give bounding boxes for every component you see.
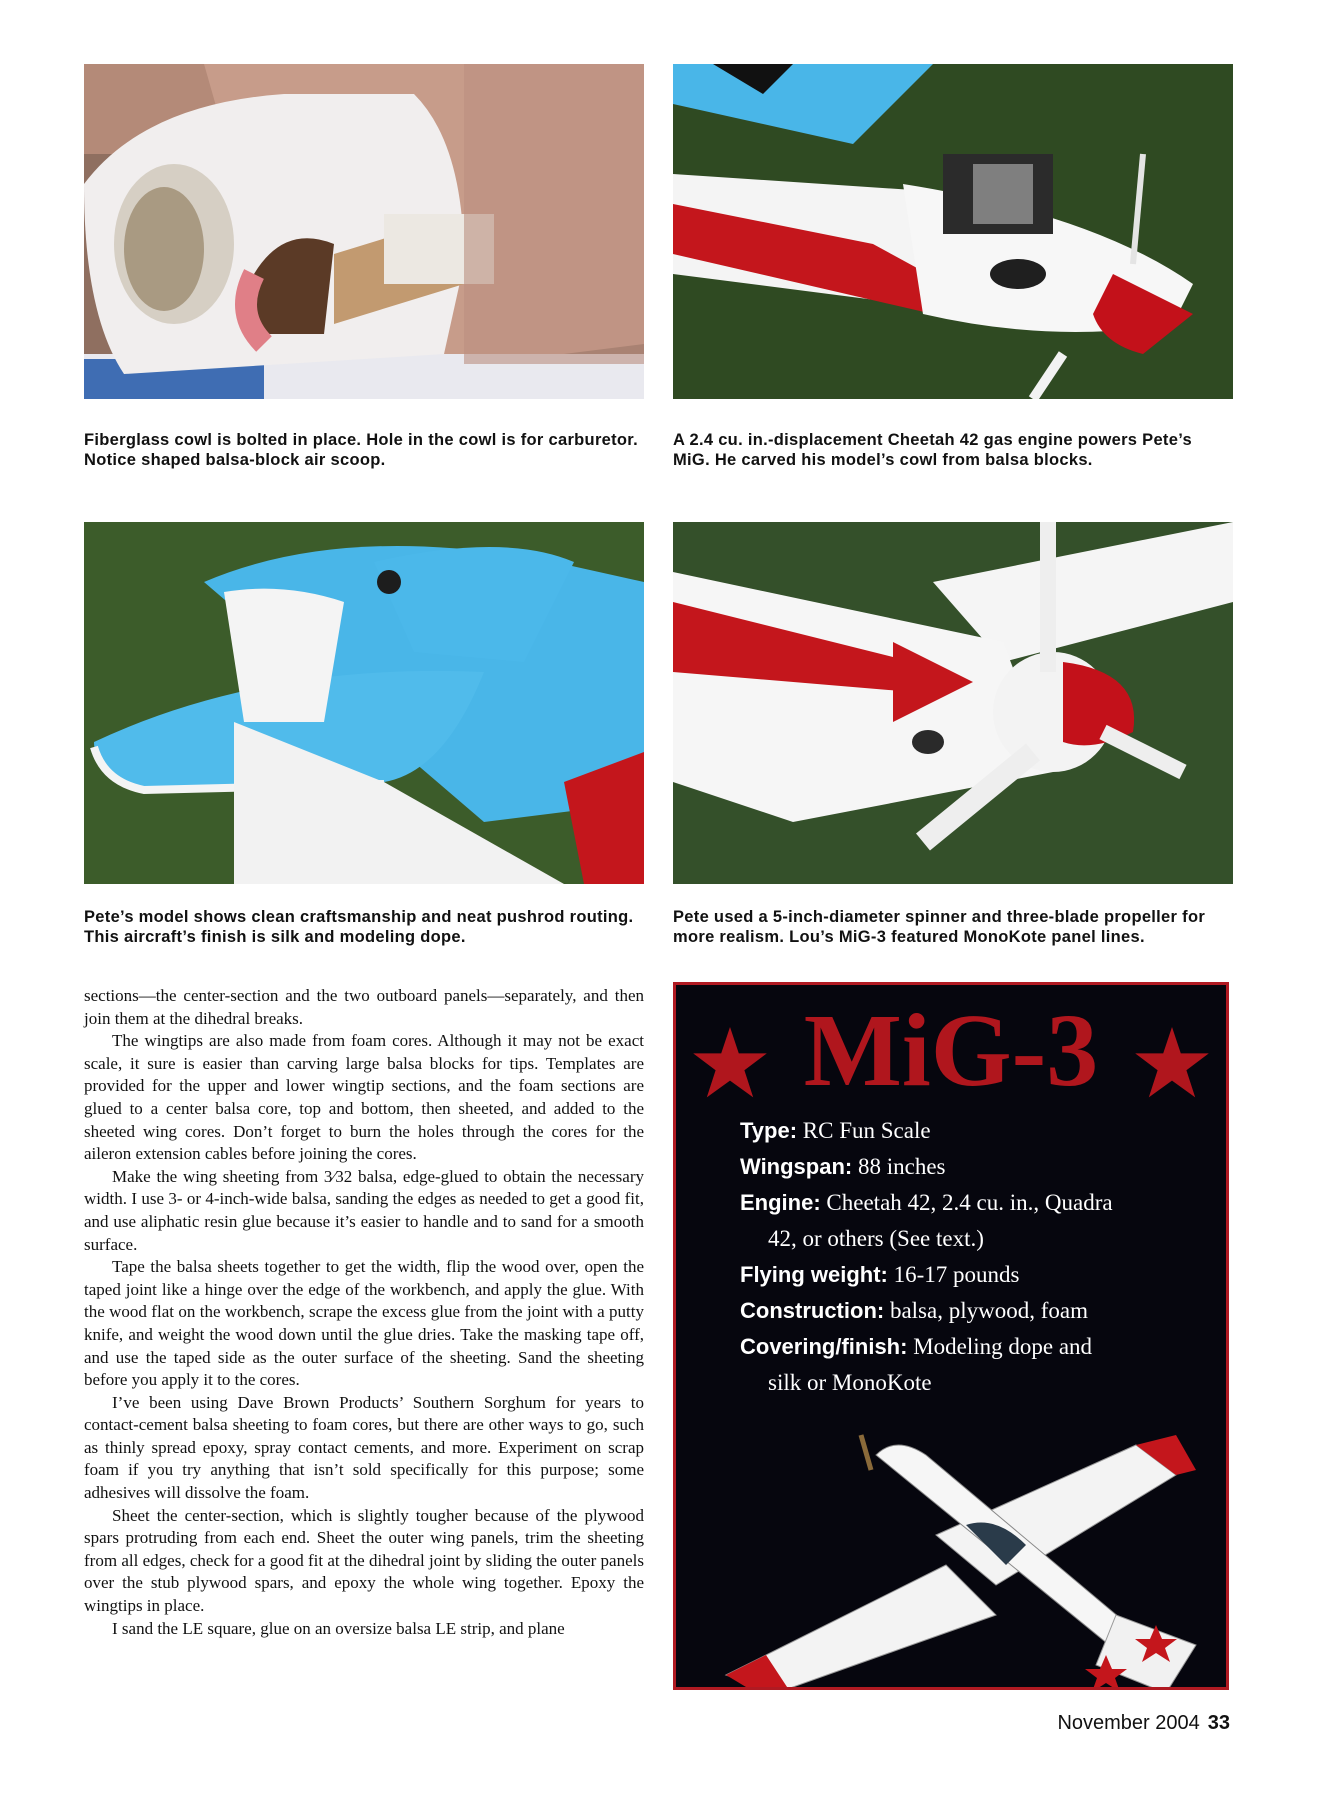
spinner-photo [673,522,1233,884]
spec-covering-cont: silk or MonoKote [768,1370,932,1395]
article-paragraph: I sand the LE square, glue on an oversize balsa LE strip, and plane [112,1618,565,1638]
spec-box [673,982,1229,1690]
spec-covering: Covering/finish: Modeling dope and [740,1334,1093,1359]
article-paragraph: I’ve been using Dave Brown Products’ Southern Sorghum for years to contact-cement balsa sheeting to foam cores, but there are other ways to go, such as thinly spread epoxy, spray contact cements, and more. Experiment on scrap foam if you try anything that isn’t sold specifically for this purpose; some adhesives will dissolve the foam. [84,1392,644,1503]
page-footer [1057,1712,1230,1735]
red-star-icon [1132,1023,1212,1103]
spec-wingspan: Wingspan: 88 inches [740,1154,946,1179]
tail-photo [84,522,644,884]
engine-photo-caption: A 2.4 cu. in.-displacement Cheetah 42 gas engine powers Pete’s MiG. He carved his model’s cowl from balsa blocks. [673,431,1192,469]
spec-construction: Construction: balsa, plywood, foam [740,1298,1088,1323]
page-number: 33 [1207,1712,1230,1734]
article-paragraph: Sheet the center-section, which is slightly tougher because of the plywood spars protruding from each end. Sheet the outer wing panels, trim the sheeting from all edges, check for a good fit at the dihedral joint by sliding the outer panels over the stub plywood spars, and epoxy the whole wing together. Epoxy the wingtips in place. [84,1505,644,1616]
spec-type: Type: RC Fun Scale [740,1118,931,1143]
cowl-photo [84,64,644,399]
spec-list [740,1113,1180,1401]
article-paragraph: Tape the balsa sheets together to get the width, flip the wood over, open the taped joint like a hinge over the edge of the workbench, and apply the glue. With the wood flat on the workbench, scrape the excess glue from the joint with a putty knife, and weight the wood down until the glue dries. Take the masking tape off, and use the taped side as the outer surface of the sheeting. Sand the sheeting before you apply it to the cores. [84,1257,644,1390]
spec-engine: Engine: Cheetah 42, 2.4 cu. in., Quadra [740,1190,1113,1215]
tail-photo-caption: Pete’s model shows clean craftsmanship and neat pushrod routing. This aircraft’s finish is silk and modeling dope. [84,908,634,946]
article-paragraph: Make the wing sheeting from 3⁄32 balsa, edge-glued to obtain the necessary width. I use 3- or 4-inch-wide balsa, sanding the edges as needed to get a good fit, and use aliphatic resin glue because it’s easier to handle and to sand for a smooth surface. [84,1166,644,1254]
article-paragraph: The wingtips are also made from foam cores. Although it may not be exact scale, it sure is easier than carving large balsa blocks for tips. Templates are provided for the upper and lower wingtip sections, and the foam sections are glued to a center balsa core, top and bottom, then sheeted, and added to the sheeted wing cores. Don’t forget to burn the holes through the cores for the aileron extension cables before joining the cores. [84,1031,644,1164]
spinner-photo-caption: Pete used a 5-inch-diameter spinner and three-blade propeller for more realism. Lou’s MiG-3 featured MonoKote panel lines. [673,908,1206,946]
article-body [84,985,644,1640]
spec-flying-weight: Flying weight: 16-17 pounds [740,1262,1020,1287]
mig3-illustration [696,1415,1216,1690]
issue-date: November 2004 [1057,1712,1200,1734]
cowl-photo-caption: Fiberglass cowl is bolted in place. Hole in the cowl is for carburetor. Notice shaped balsa-block air scoop. [84,431,639,469]
spec-engine-cont: 42, or others (See text.) [768,1226,984,1251]
engine-photo [673,64,1233,399]
spec-title: MiG-3 [803,993,1099,1108]
article-paragraph: sections—the center-section and the two outboard panels—separately, and then join them at the dihedral breaks. [84,986,644,1028]
